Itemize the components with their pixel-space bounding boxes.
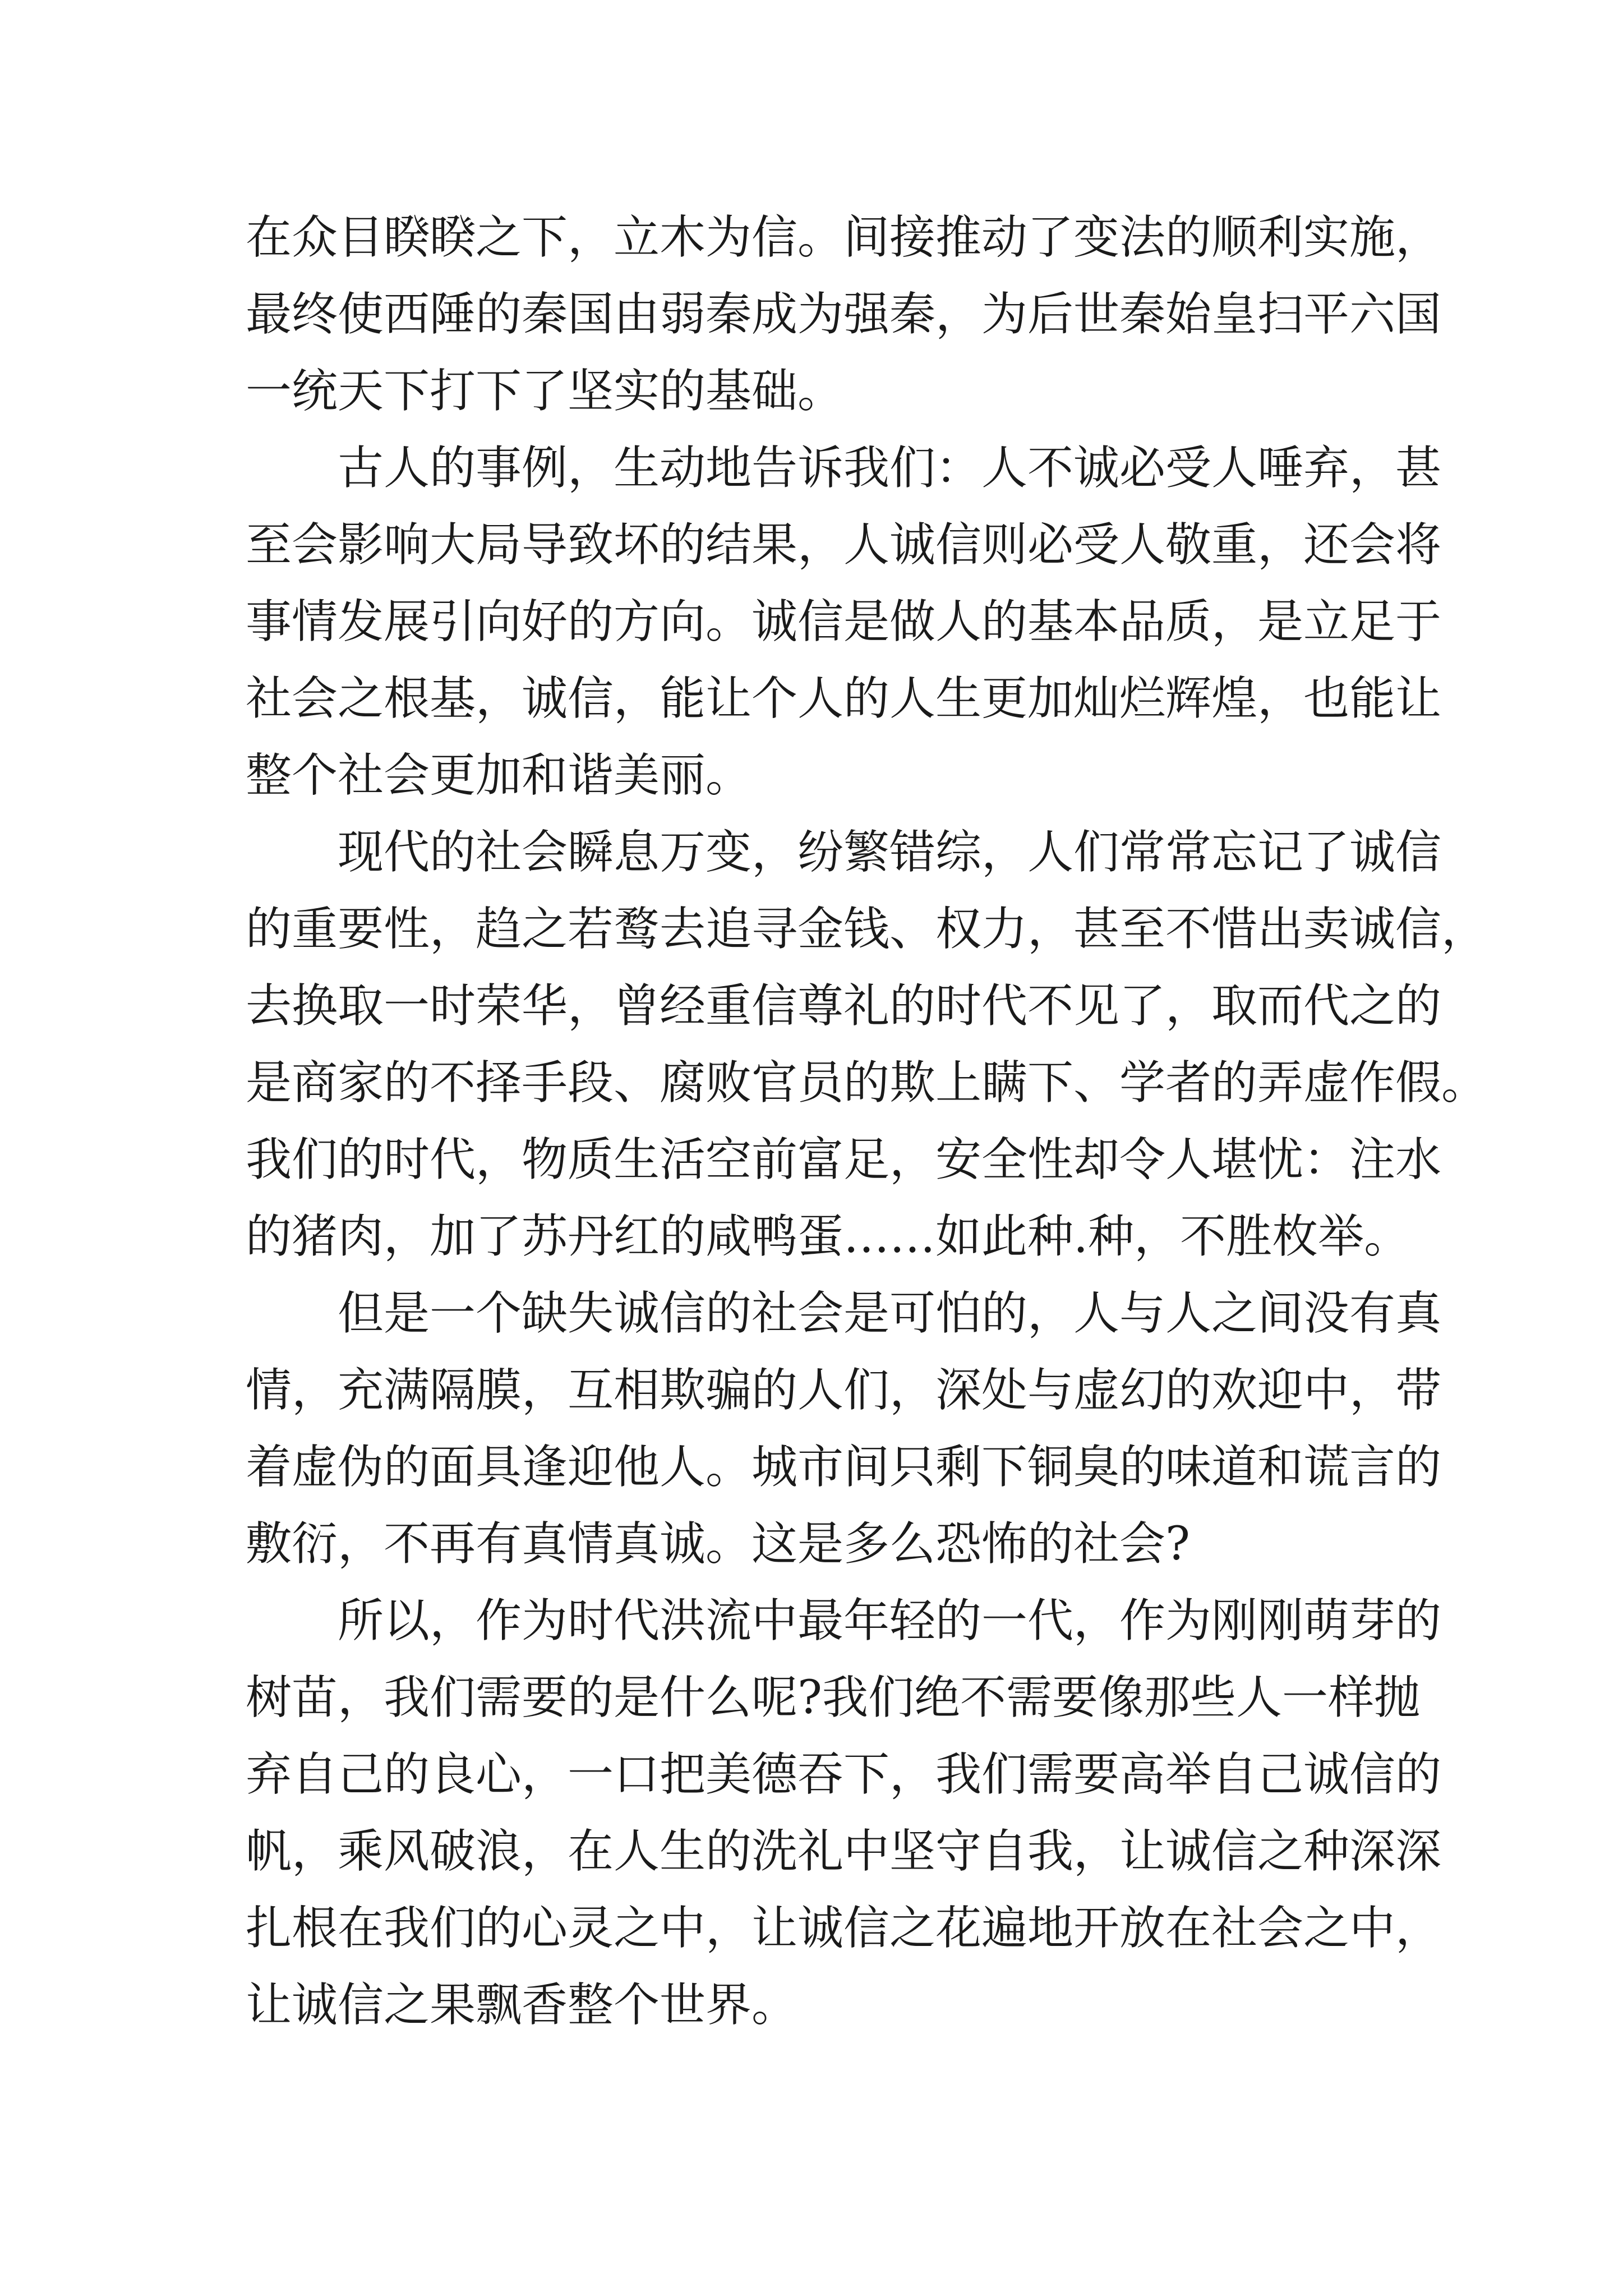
text-line: 让诚信之果飘香整个世界。 <box>246 1978 798 2032</box>
text-line: 至会影响大局导致坏的结果，人诚信则必受人敬重，还会将 <box>246 518 1442 572</box>
text-line: 一统天下打下了坚实的基础。 <box>246 365 844 418</box>
text-line: 着虚伪的面具逢迎他人。城市间只剩下铜臭的味道和谎言的 <box>246 1441 1442 1494</box>
text-line: 我们的时代，物质生活空前富足，安全性却令人堪忧：注水 <box>246 1133 1442 1186</box>
essay-body <box>246 199 1488 2044</box>
paragraph-first-line: 所以，作为时代洪流中最年轻的一代，作为刚刚萌芽的 <box>338 1594 1442 1648</box>
text-line: 最终使西陲的秦国由弱秦成为强秦，为后世秦始皇扫平六国 <box>246 288 1442 341</box>
paragraph-first-line: 现代的社会瞬息万变，纷繁错综，人们常常忘记了诚信 <box>338 826 1442 879</box>
text-line: 社会之根基，诚信，能让个人的人生更加灿烂辉煌，也能让 <box>246 672 1442 725</box>
text-line: 树苗，我们需要的是什么呢?我们绝不需要像那些人一样抛 <box>246 1671 1420 1724</box>
text-line: 帆，乘风破浪，在人生的洗礼中坚守自我，让诚信之种深深 <box>246 1825 1442 1878</box>
paragraph-first-line: 古人的事例，生动地告诉我们：人不诚必受人唾弃，甚 <box>338 441 1442 495</box>
text-line: 是商家的不择手段、腐败官员的欺上瞒下、学者的弄虚作假。 <box>246 1056 1488 1110</box>
text-line: 弃自己的良心，一口把美德吞下，我们需要高举自己诚信的 <box>246 1748 1442 1801</box>
text-line: 情，充满隔膜，互相欺骗的人们，深处与虚幻的欢迎中，带 <box>246 1364 1442 1417</box>
text-line: 敷衍，不再有真情真诚。这是多么恐怖的社会? <box>246 1517 1190 1571</box>
text-line: 整个社会更加和谐美丽。 <box>246 749 752 802</box>
text-line: 在众目睽睽之下，立木为信。间接推动了变法的顺利实施， <box>246 211 1442 264</box>
paragraph-first-line: 但是一个缺失诚信的社会是可怕的，人与人之间没有真 <box>338 1287 1442 1340</box>
text-line: 的猪肉，加了苏丹红的咸鸭蛋……如此种.种，不胜枚举。 <box>246 1210 1410 1263</box>
text-line: 去换取一时荣华，曾经重信尊礼的时代不见了，取而代之的 <box>246 979 1442 1033</box>
text-line: 事情发展引向好的方向。诚信是做人的基本品质，是立足于 <box>246 595 1442 648</box>
text-line: 扎根在我们的心灵之中，让诚信之花遍地开放在社会之中， <box>246 1902 1442 1955</box>
text-line: 的重要性，趋之若鹜去追寻金钱、权力，甚至不惜出卖诚信， <box>246 903 1488 956</box>
